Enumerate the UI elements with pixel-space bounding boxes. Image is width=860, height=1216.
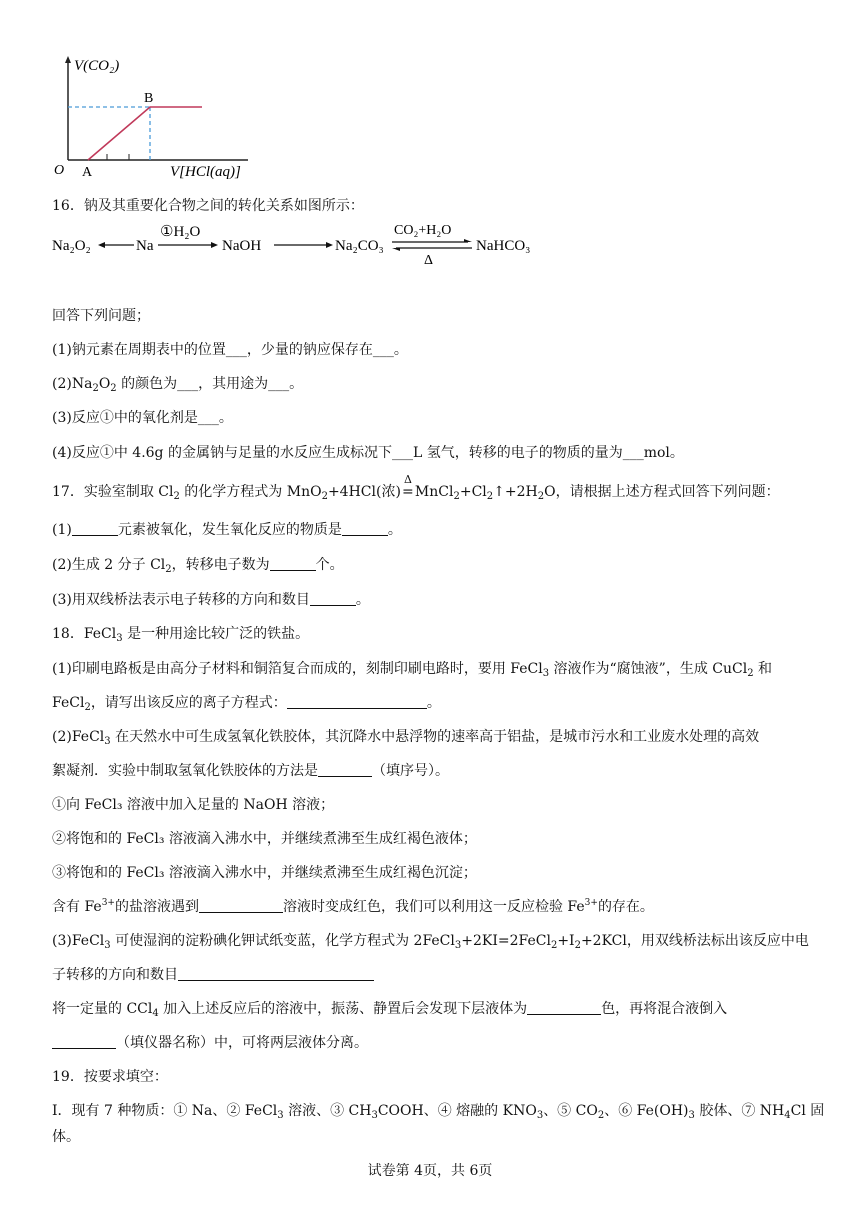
y-axis-label: V(CO₂): [74, 58, 120, 74]
q17-part3: (3)用双线桥法表示电子转移的方向和数目 。: [52, 592, 370, 608]
q18-ccl4-line2: （填仪器名称）中，可将两层液体分离。: [52, 1033, 368, 1053]
arrow-head-na2o2: [98, 242, 105, 248]
arrow-head-forward: [464, 239, 472, 242]
q19-part1-line1: I．现有 7 种物质：① Na、② FeCl$_3$ 溶液、③ $CH_3COOH$、④ 熔融的 $KNO_3$、⑤ $CO_2$、⑥ $Fe(OH)_3$ 胶体、⑦ $NH_4Cl$ 固: [52, 1103, 825, 1121]
point-a-label: A: [82, 165, 93, 180]
naoh-label: NaOH: [222, 238, 262, 254]
nahco3-label: NaHCO₃: [476, 238, 531, 254]
q17-title: 17．实验室制取 $Cl_2$ 的化学方程式为 MnO$_2$+4HCl(浓) Δ $=MnCl_2+Cl_2↑+2H_2O$，请根据上述方程式回答下列问题：: [52, 473, 780, 502]
q18-title: 18．FeCl$_3$ 是一种用途比较广泛的铁盐。: [52, 626, 310, 644]
arrow-head-reverse: [392, 248, 400, 251]
q16-part3: (3)反应①中的氧化剂是___。: [52, 410, 233, 426]
q16-part2: $(2)Na_2O_2$ 的颜色为___，其用途为___。: [52, 376, 304, 394]
q18-fe3-test: 含有 $Fe^{3+}$的盐溶液遇到 溶液时变成红色，我们可以利用这一反应检验 $Fe^{3+}$的存在。: [52, 898, 654, 915]
forward-condition: CO₂+H₂O: [394, 223, 452, 238]
q18-part1-line1: (1)印刷电路板是由高分子材料和铜箔复合而成的，刻制印刷电路时，要用 FeCl$_3$ 溶液作为“腐蚀液”，生成 CuCl$_2$ 和: [52, 661, 773, 679]
q16-prompt: 回答下列问题；: [52, 308, 150, 324]
q18-part2-line1: (2)FeCl$_3$ 在天然水中可生成氢氧化铁胶体，其沉降水中悬浮物的速率高于铝盐，是城市污水和工业废水处理的高效: [52, 729, 760, 747]
q18-part2-line2: 絮凝剂．实验中制取氢氧化铁胶体的方法是 （填序号）。: [52, 763, 449, 779]
q16-part1: (1)钠元素在周期表中的位置___，少量的钠应保存在___。: [52, 342, 408, 358]
q19-part1-line2: 体。: [52, 1129, 80, 1145]
q17-part2: (2)生成 2 分子 $Cl_2$，转移电子数为 个。: [52, 557, 344, 575]
sodium-conversion-chain: [52, 218, 552, 268]
q16-part4: (4)反应①中 4.6g 的金属钠与足量的水反应生成标况下___L 氢气，转移的电子的物质的量为___mol。: [52, 445, 684, 461]
step1-label: ①H₂O: [160, 224, 201, 240]
q18-part3-line2: 子转移的方向和数目: [52, 965, 374, 985]
y-axis-arrow: [65, 56, 71, 63]
q18-option2: ②将饱和的 FeCl₃ 溶液滴入沸水中，并继续煮沸至生成红褐色液体；: [52, 831, 477, 847]
q18-option1: ①向 FeCl₃ 溶液中加入足量的 NaOH 溶液；: [52, 797, 335, 813]
point-b-label: B: [144, 91, 154, 106]
arrow-head-naoh: [211, 242, 218, 248]
arrow-head-na2co3: [326, 242, 333, 248]
q18-part1-line2: FeCl$_2$，请写出该反应的离子方程式： 。: [52, 695, 441, 713]
x-axis-label: V[HCl(aq)]: [170, 164, 241, 180]
origin-label: O: [54, 163, 65, 178]
co2-volume-graph: [52, 50, 262, 185]
na2o2-label: Na₂O₂: [52, 238, 91, 254]
page-footer: 试卷第 4页，共 6页: [367, 1163, 493, 1179]
na2co3-label: Na₂CO₃: [335, 238, 384, 254]
q18-ccl4-line1: 将一定量的 CCl$_4$ 加入上述反应后的溶液中，振荡、静置后会发现下层液体为 色，再将混合液倒入: [52, 1001, 728, 1019]
q17-part1: (1) 元素被氧化，发生氧化反应的物质是 。: [52, 522, 402, 538]
q19-title: 19．按要求填空：: [52, 1069, 168, 1085]
q18-option3: ③将饱和的 FeCl₃ 溶液滴入沸水中，并继续煮沸至生成红褐色沉淀；: [52, 865, 477, 881]
co2-curve: [88, 107, 202, 160]
na-label: Na: [136, 238, 154, 254]
q16-title: 16．钠及其重要化合物之间的转化关系如图所示：: [52, 198, 364, 214]
reverse-condition: Δ: [424, 253, 434, 268]
q18-part3-line1: (3)FeCl$_3$ 可使湿润的淀粉碘化钾试纸变蓝，化学方程式为 $2FeCl_3+2KI=2FeCl_2+I_2+2KCl$，用双线桥法标出该反应中电: [52, 933, 809, 951]
